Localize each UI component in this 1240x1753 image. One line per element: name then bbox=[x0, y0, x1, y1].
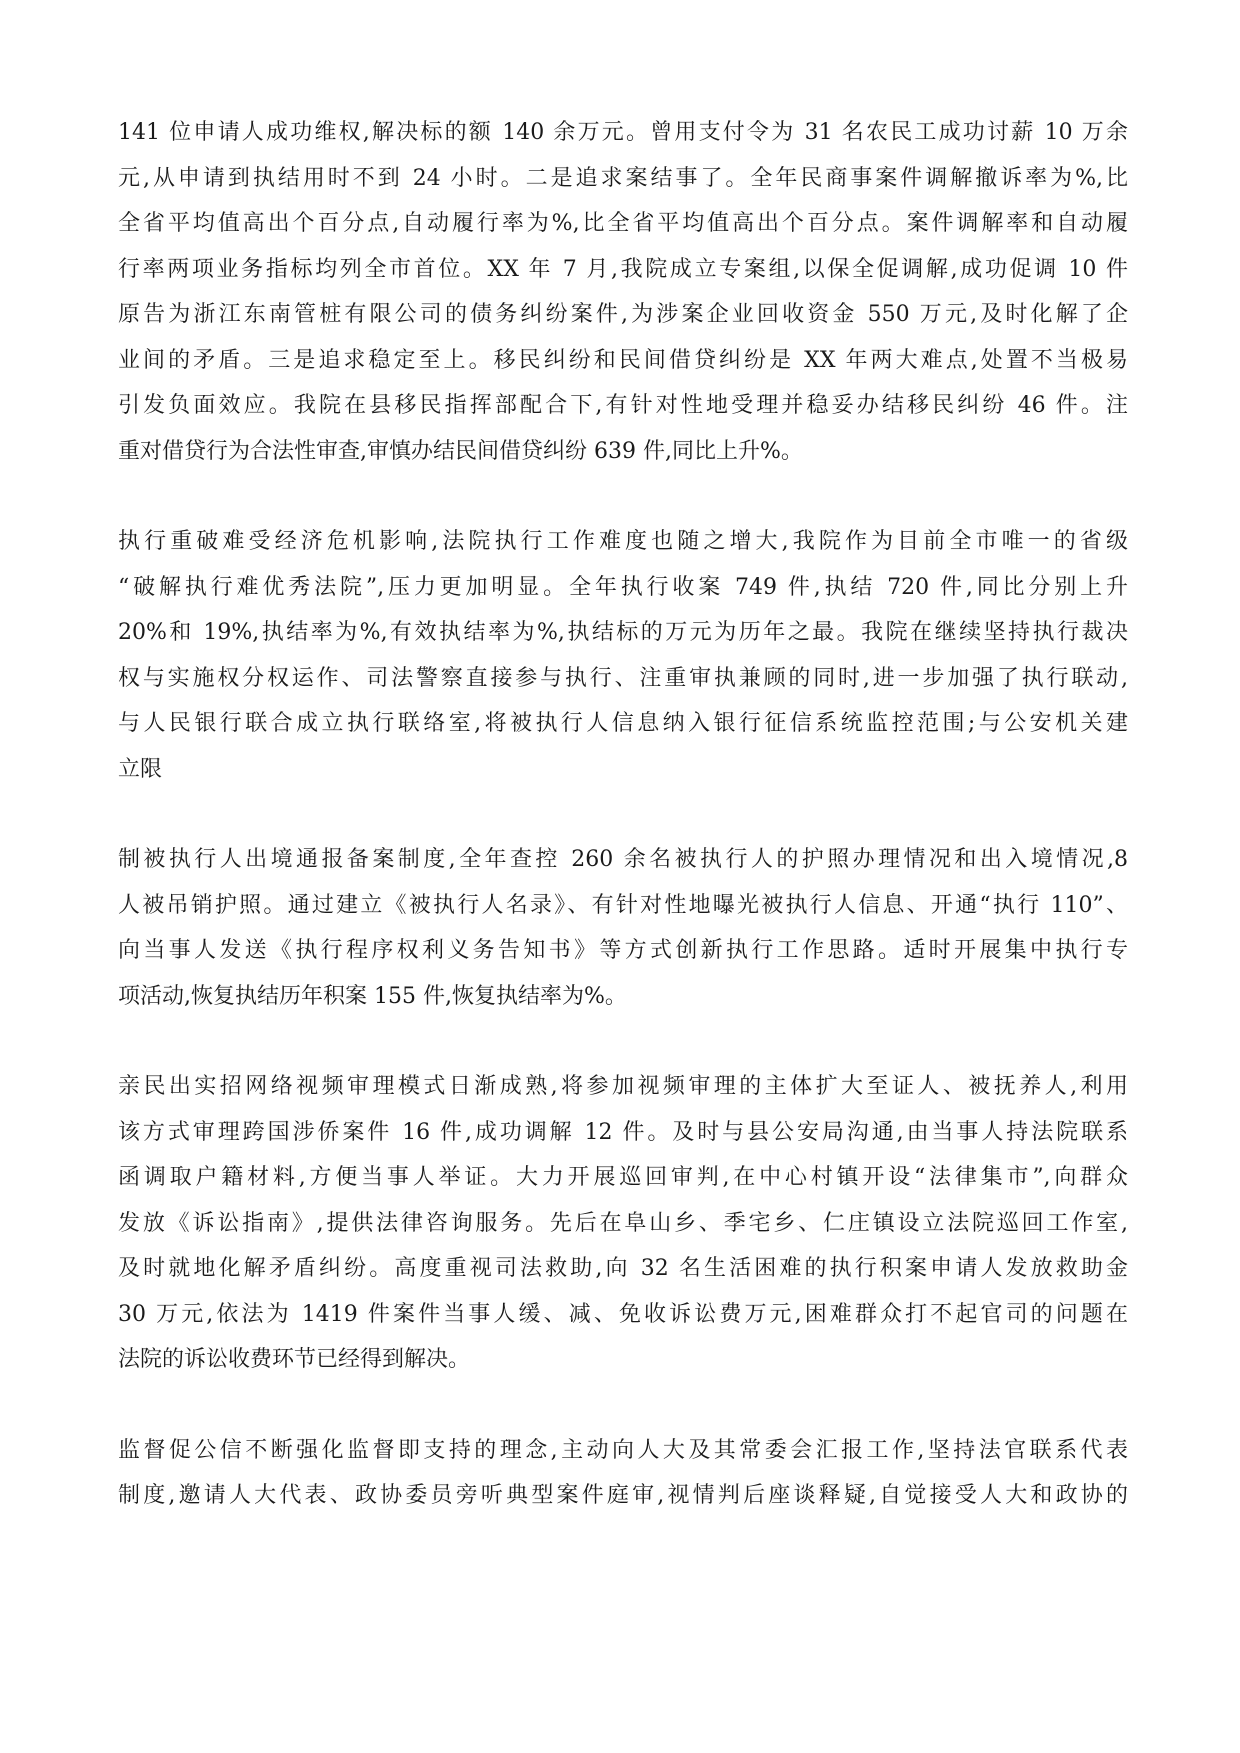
text-line: 项活动,恢复执结历年积案 155 件,恢复执结率为%。 bbox=[118, 983, 627, 1009]
text-line: 及时就地化解矛盾纠纷。高度重视司法救助,向 32 名生活困难的执行积案申请人发放救助金 bbox=[118, 1256, 1128, 1281]
text-line: 原告为浙江东南管桩有限公司的债务纠纷案件,为涉案企业回收资金 550 万元,及时化解了企 bbox=[118, 302, 1128, 327]
text-line: 亲民出实招网络视频审理模式日渐成熟,将参加视频审理的主体扩大至证人、被抚养人,利用 bbox=[118, 1074, 1128, 1099]
text-line: “破解执行难优秀法院”,压力更加明显。全年执行收案 749 件,执结 720 件,同比分别上升 bbox=[118, 574, 1128, 600]
text-line: 20%和 19%,执结率为%,有效执结率为%,执结标的万元为历年之最。我院在继续坚持执行裁决 bbox=[118, 620, 1128, 645]
paragraph-civil-cases bbox=[118, 110, 1128, 474]
paragraph-people-oriented bbox=[118, 1064, 1128, 1383]
text-line: 全省平均值高出个百分点,自动履行率为%,比全省平均值高出个百分点。案件调解率和自动履 bbox=[118, 211, 1128, 236]
text-line: 141 位申请人成功维权,解决标的额 140 余万元。曾用支付令为 31 名农民工成功讨薪 10 万余 bbox=[118, 120, 1128, 145]
text-line: 重对借贷行为合法性审查,审慎办结民间借贷纠纷 639 件,同比上升%。 bbox=[118, 438, 803, 464]
text-line: 人被吊销护照。通过建立《被执行人名录》、有针对性地曝光被执行人信息、开通“执行 110”、 bbox=[118, 892, 1128, 918]
text-line: 向当事人发送《执行程序权利义务告知书》等方式创新执行工作思路。适时开展集中执行专 bbox=[118, 938, 1128, 963]
text-line: 法院的诉讼收费环节已经得到解决。 bbox=[118, 1347, 471, 1372]
text-line: 元,从申请到执结用时不到 24 小时。二是追求案结事了。全年民商事案件调解撤诉率为%,比 bbox=[118, 165, 1128, 191]
text-line: 制被执行人出境通报备案制度,全年查控 260 余名被执行人的护照办理情况和出入境情况,8 bbox=[118, 847, 1128, 872]
text-line: 与人民银行联合成立执行联络室,将被执行人信息纳入银行征信系统监控范围;与公安机关建 bbox=[118, 711, 1128, 736]
text-line: 执行重破难受经济危机影响,法院执行工作难度也随之增大,我院作为目前全市唯一的省级 bbox=[118, 529, 1128, 554]
text-line: 制度,邀请人大代表、政协委员旁听典型案件庭审,视情判后座谈释疑,自觉接受人大和政协的 bbox=[118, 1483, 1128, 1508]
text-line: 监督促公信不断强化监督即支持的理念,主动向人大及其常委会汇报工作,坚持法官联系代表 bbox=[118, 1437, 1128, 1463]
text-line: 该方式审理跨国涉侨案件 16 件,成功调解 12 件。及时与县公安局沟通,由当事人持法院联系 bbox=[118, 1119, 1128, 1145]
text-line: 立限 bbox=[118, 756, 163, 782]
paragraph-exit-control bbox=[118, 837, 1128, 1019]
text-line: 30 万元,依法为 1419 件案件当事人缓、减、免收诉讼费万元,困难群众打不起官司的问题在 bbox=[118, 1301, 1128, 1327]
paragraph-execution bbox=[118, 519, 1128, 792]
paragraph-supervision bbox=[118, 1428, 1128, 1519]
text-line: 业间的矛盾。三是追求稳定至上。移民纠纷和民间借贷纠纷是 XX 年两大难点,处置不当极易 bbox=[118, 347, 1128, 373]
text-line: 发放《诉讼指南》,提供法律咨询服务。先后在阜山乡、季宅乡、仁庄镇设立法院巡回工作室, bbox=[118, 1210, 1128, 1236]
text-line: 引发负面效应。我院在县移民指挥部配合下,有针对性地受理并稳妥办结移民纠纷 46 件。注 bbox=[118, 393, 1128, 418]
text-line: 函调取户籍材料,方便当事人举证。大力开展巡回审判,在中心村镇开设“法律集市”,向群众 bbox=[118, 1165, 1128, 1190]
text-line: 行率两项业务指标均列全市首位。XX 年 7 月,我院成立专案组,以保全促调解,成功促调 10 件 bbox=[118, 256, 1128, 282]
text-line: 权与实施权分权运作、司法警察直接参与执行、注重审执兼顾的同时,进一步加强了执行联动, bbox=[118, 665, 1128, 691]
document-page bbox=[118, 110, 1128, 1564]
